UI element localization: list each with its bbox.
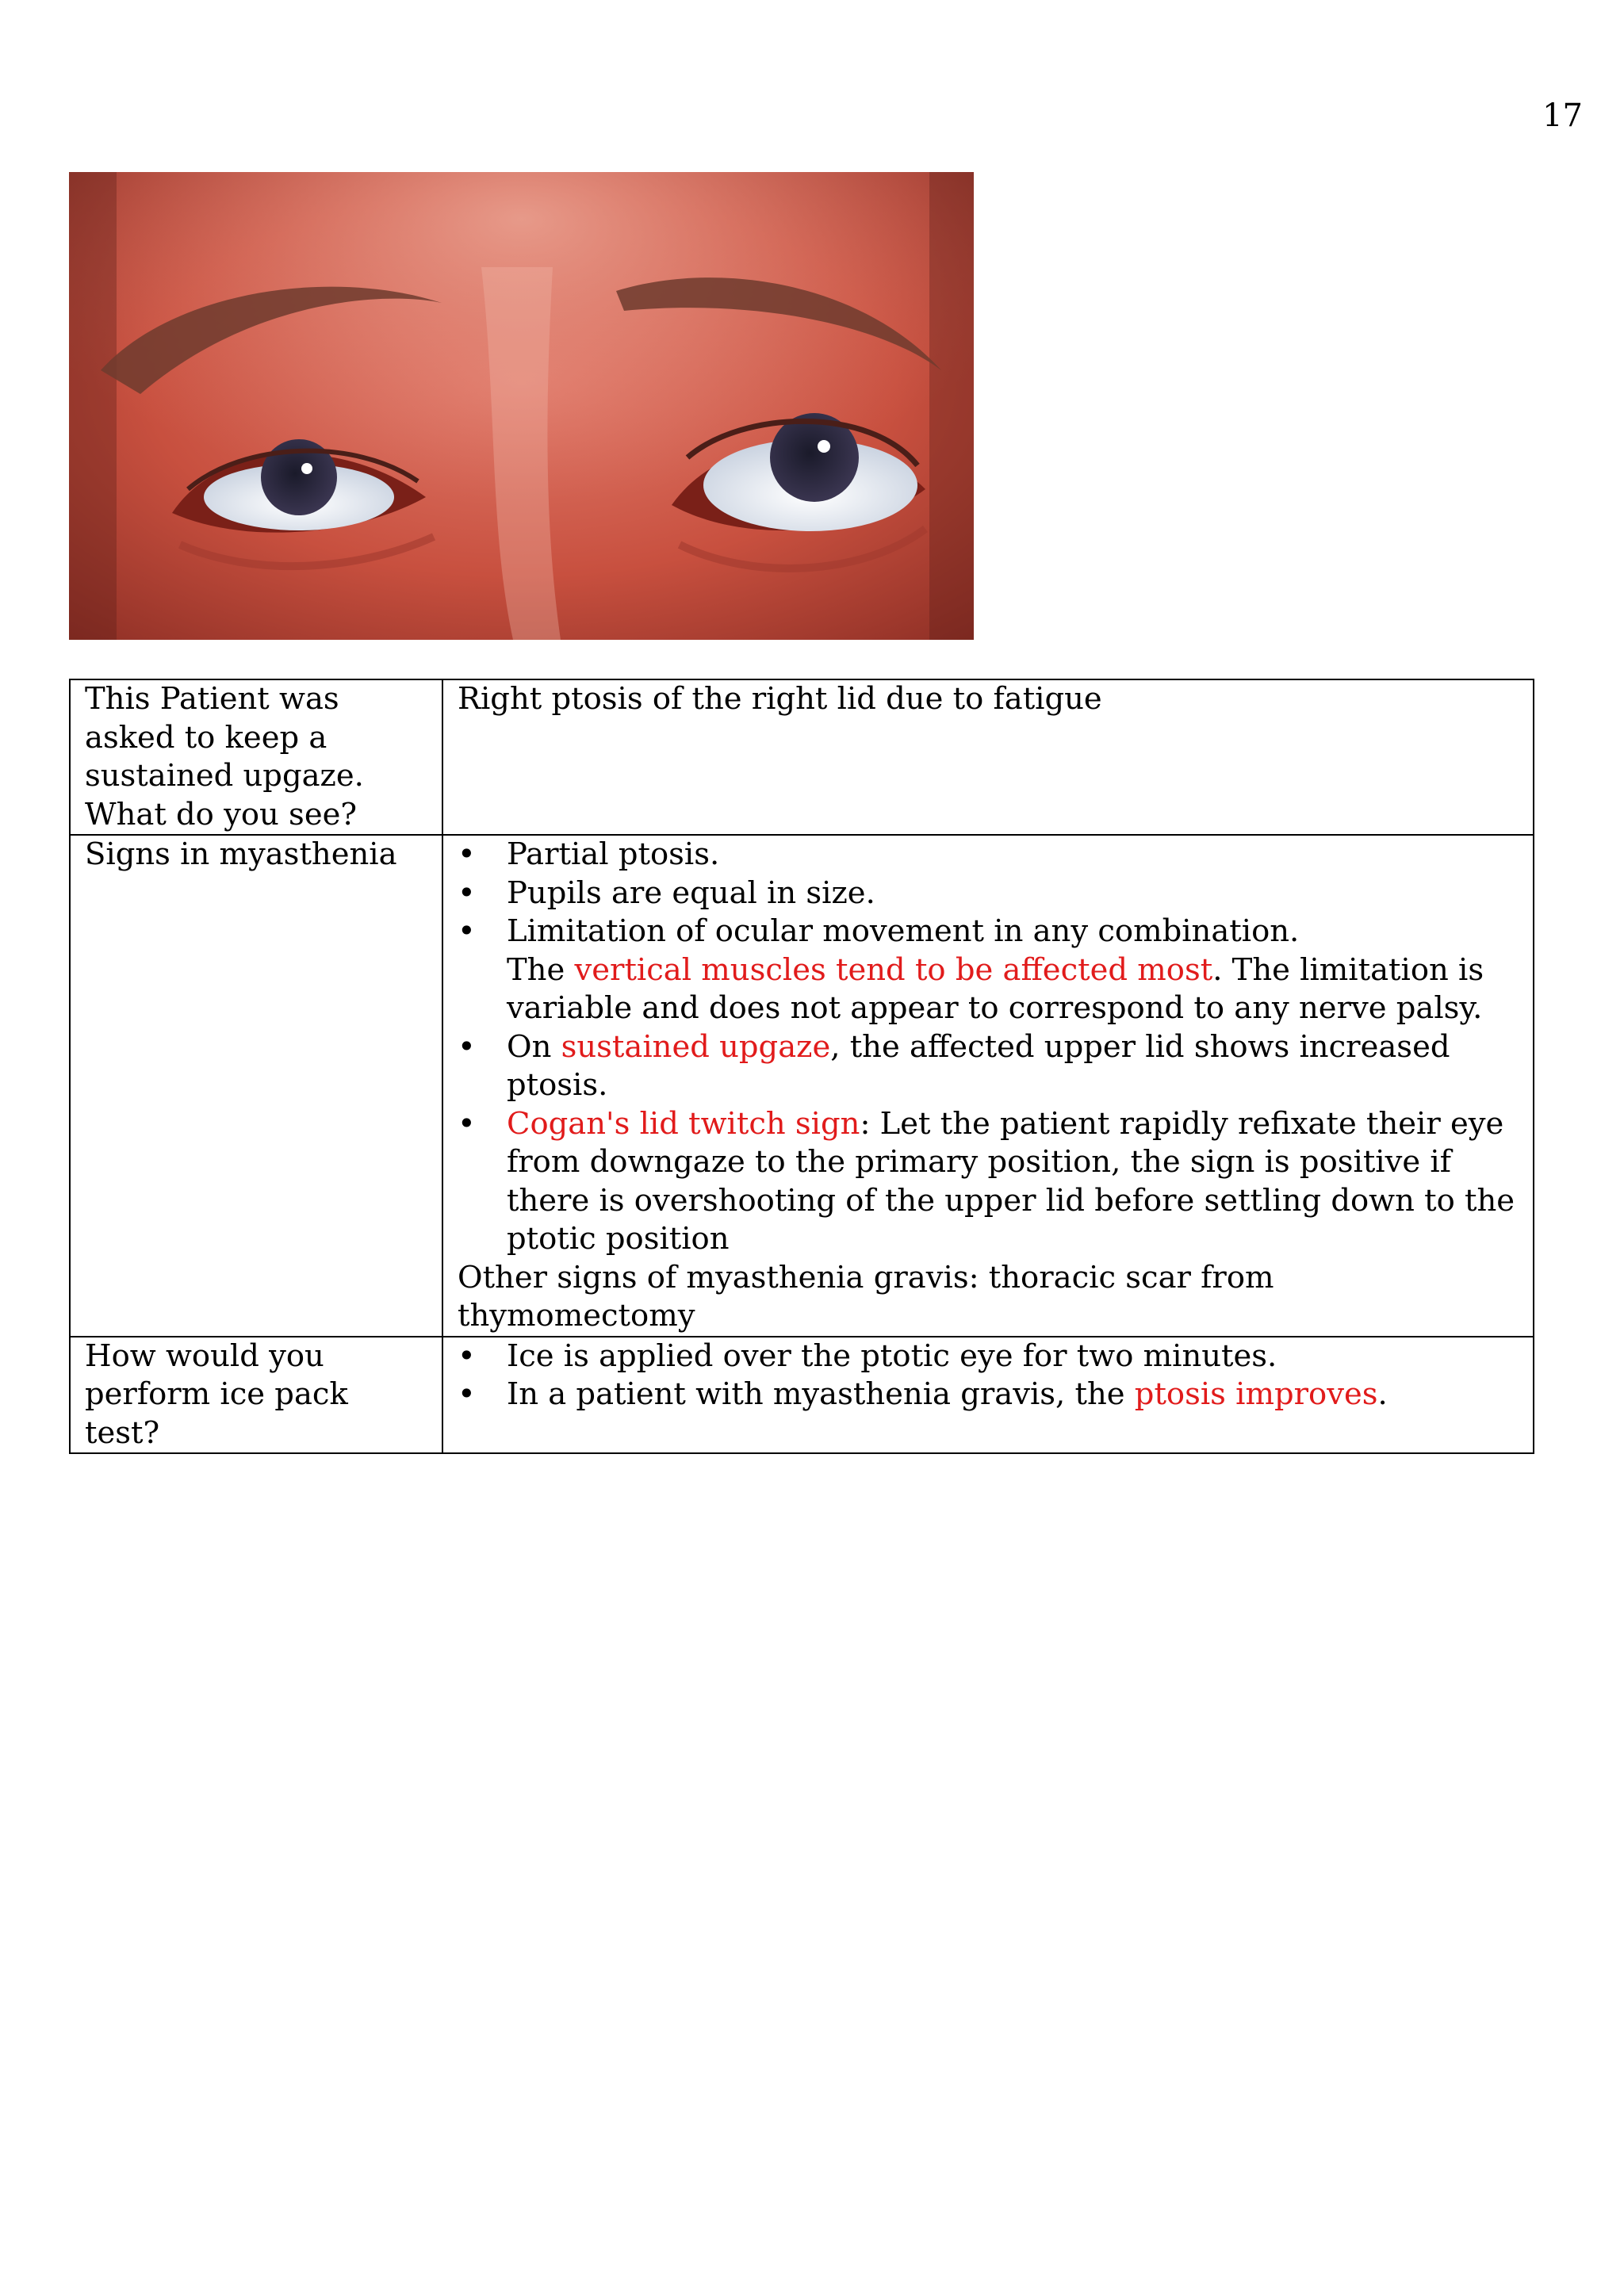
bullet-icon: •	[458, 1337, 476, 1374]
list-item	[458, 1376, 1519, 1414]
other-signs-text: Other signs of myasthenia gravis: thoracic scar from thymomectomy	[458, 1259, 1274, 1334]
list-item	[458, 913, 1519, 1028]
list-item-text: Pupils are equal in size.	[507, 874, 875, 911]
list-item	[458, 1105, 1519, 1259]
answer-cell	[442, 679, 1534, 835]
list-item-text: Partial ptosis.	[507, 836, 720, 872]
ice-pack-list	[458, 1337, 1519, 1414]
answer-cell	[442, 835, 1534, 1337]
list-item	[458, 1337, 1519, 1376]
list-item-text: .	[1377, 1376, 1388, 1412]
question-cell	[70, 1337, 442, 1454]
list-item-text: , the affected upper lid shows increased ptosis.	[507, 1028, 1450, 1103]
bullet-icon: •	[458, 1105, 476, 1142]
list-item	[458, 874, 1519, 913]
highlight-text: Cogan's lid twitch sign	[507, 1105, 860, 1142]
question-text: How would you perform ice pack test?	[85, 1337, 348, 1451]
highlight-text: sustained upgaze	[561, 1028, 831, 1065]
answer-text: Right ptosis of the right lid due to fatigue	[458, 681, 1102, 717]
question-text: Signs in myasthenia	[85, 836, 397, 872]
bullet-icon: •	[458, 836, 476, 872]
question-cell	[70, 835, 442, 1337]
list-item-text: On	[507, 1028, 561, 1065]
answer-cell	[442, 1337, 1534, 1454]
bullet-icon: •	[458, 1376, 476, 1412]
bullet-icon: •	[458, 1028, 476, 1065]
list-item	[458, 836, 1519, 874]
page-number: 17	[1542, 98, 1583, 134]
table-row	[70, 835, 1534, 1337]
eye-photo-graphic	[69, 172, 974, 640]
signs-list	[458, 836, 1519, 1259]
bullet-icon: •	[458, 913, 476, 949]
list-item-text: . The limitation is variable and does not appear to correspond to any nerve palsy.	[507, 951, 1484, 1026]
table-row	[70, 679, 1534, 835]
bullet-icon: •	[458, 874, 476, 911]
list-item-text: In a patient with myasthenia gravis, the	[507, 1376, 1135, 1412]
list-item-text: : Let the patient rapidly refixate their eye from downgaze to the primary position, the sign is positive if there is overshooting of the upper lid before settling down to the ptotic position	[507, 1105, 1515, 1257]
list-item-text: Ice is applied over the ptotic eye for two minutes.	[507, 1337, 1277, 1374]
eye-photo	[69, 172, 974, 640]
highlight-text: ptosis improves	[1134, 1376, 1378, 1412]
question-text: This Patient was asked to keep a sustained upgaze. What do you see?	[85, 681, 364, 832]
qa-table	[69, 679, 1534, 1454]
list-item-text: Limitation of ocular movement in any combination.	[507, 913, 1300, 949]
highlight-text: vertical muscles tend to be affected most	[574, 951, 1213, 988]
question-cell	[70, 679, 442, 835]
list-item	[458, 1028, 1519, 1105]
table-row	[70, 1337, 1534, 1454]
list-item-text: The	[507, 951, 575, 988]
